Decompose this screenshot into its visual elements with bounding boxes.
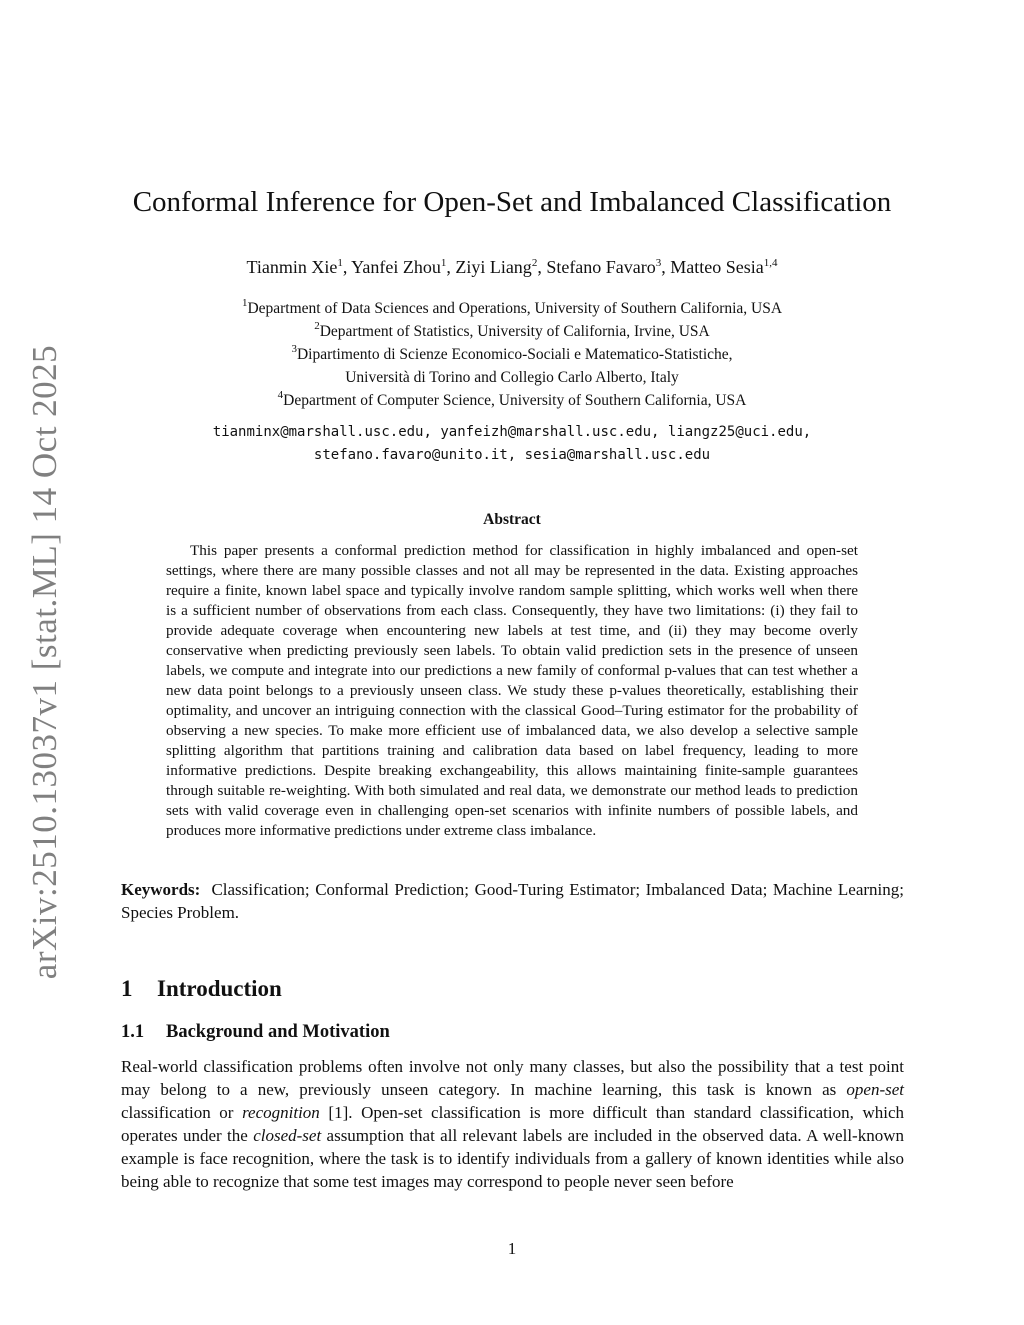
affiliation-mark: 4 — [277, 389, 284, 401]
subsection-number: 1.1 — [121, 1022, 145, 1042]
author-affiliation-mark: 1 — [440, 257, 447, 269]
author-separator: , — [446, 257, 456, 277]
section-title: Introduction — [157, 976, 282, 1001]
author-list — [0, 255, 1024, 279]
affiliation-item-continuation: Università di Torino and Collegio Carlo Alberto, Italy — [345, 369, 679, 386]
section-number: 1 — [121, 976, 133, 1001]
intro-emphasis: recognition — [242, 1103, 320, 1122]
affiliation-mark: 1 — [241, 297, 248, 309]
keywords-block — [121, 878, 904, 924]
email-list — [0, 421, 1024, 467]
abstract-text: This paper presents a conformal prediction method for classification in highly imbalanced and open-set settings, where there are many possible classes and not all may be represented in the data. Existing approaches require a finite, known label space and typically involve random sample splitting, which works well when there is a sufficient number of observations from each class. Consequently, they have two limitations: (i) they fail to provide adequate coverage when encountering new labels at test time, and (ii) they may become overly conservative when predicting previously seen labels. To obtain valid prediction sets in the presence of unseen labels, we compute and integrate into our predictions a new family of conformal p-values that can test whether a new data point belongs to a previously unseen class. We study these p-values theoretically, establishing their optimality, and uncover an intriguing connection with the classical Good–Turing estimator for the probability of observing a new species. To make more efficient use of imbalanced data, we also develop a selective sample splitting algorithm that partitions training and calibration data based on label frequency, leading to more informative predictions. Despite breaking exchangeability, this allows maintaining finite-sample guarantees through suitable re-weighting. With both simulated and real data, we demonstrate our method leads to prediction sets with valid coverage even in challenging open-set scenarios with infinite numbers of possible labels, and produces more informative predictions under extreme class imbalance. — [166, 542, 858, 839]
email-line: stefano.favaro@unito.it, sesia@marshall.usc.edu — [313, 447, 711, 463]
subsection-heading — [121, 1020, 390, 1044]
author-affiliation-mark: 1 — [337, 257, 343, 269]
author-name: Ziyi Liang — [455, 257, 532, 277]
intro-text: [1]. Open-set classification is more difficult than standard classification, which operates under the — [121, 1103, 904, 1145]
affiliation-text: Department of Statistics, University of California, Irvine, USA — [319, 323, 710, 340]
affiliation-text: Dipartimento di Scienze Economico-Sociali e Matematico-Statistiche, — [296, 346, 733, 363]
arxiv-identifier-stamp: arXiv:2510.13037v1 [stat.ML] 14 Oct 2025 — [25, 344, 64, 980]
author-name: Tianmin Xie — [246, 257, 338, 277]
intro-emphasis: open-set — [846, 1080, 904, 1099]
keywords-label: Keywords: — [121, 880, 201, 899]
email-line: tianminx@marshall.usc.edu, yanfeizh@marshall.usc.edu, liangz25@uci.edu, — [212, 424, 812, 440]
affiliation-item — [0, 320, 1024, 343]
author-name: Matteo Sesia — [670, 257, 764, 277]
intro-emphasis: closed-set — [253, 1126, 322, 1145]
affiliation-text: Department of Computer Science, University of Southern California, USA — [283, 392, 747, 409]
subsection-title: Background and Motivation — [166, 1022, 390, 1042]
section-heading — [121, 974, 282, 1004]
author-affiliation-mark: 3 — [655, 257, 662, 269]
author-separator: , — [537, 257, 547, 277]
affiliation-mark: 3 — [291, 343, 297, 355]
keywords-text: Classification; Conformal Prediction; Good-Turing Estimator; Imbalanced Data; Machine Learning; Species Problem. — [121, 880, 904, 922]
affiliation-text: Department of Data Sciences and Operations, University of Southern California, USA — [247, 300, 783, 317]
abstract-heading: Abstract — [483, 511, 541, 528]
author-name: Stefano Favaro — [546, 257, 656, 277]
page-number: 1 — [507, 1239, 517, 1258]
affiliation-list — [0, 297, 1024, 412]
affiliation-item — [0, 389, 1024, 412]
paper-title: Conformal Inference for Open-Set and Imbalanced Classification — [132, 186, 892, 218]
author-affiliation-mark: 2 — [531, 257, 538, 269]
author-separator: , — [661, 257, 671, 277]
intro-text: assumption that all relevant labels are included in the observed data. A well-known example is face recognition, where the task is to identify individuals from a gallery of known identities while also being able to recognize that some test images may correspond to people never seen before — [121, 1126, 904, 1191]
intro-paragraph — [121, 1055, 904, 1193]
affiliation-item — [0, 297, 1024, 320]
author-name: Yanfei Zhou — [351, 257, 441, 277]
author-affiliation-mark: 1,4 — [763, 257, 778, 269]
affiliation-mark: 2 — [314, 320, 320, 332]
author-separator: , — [342, 257, 352, 277]
intro-text: Real-world classification problems often involve not only many classes, but also the possibility that a test point may belong to a new, previously unseen category. In machine learning, this task is known as — [121, 1057, 904, 1099]
affiliation-item — [0, 343, 1024, 366]
intro-text: classification or — [121, 1103, 243, 1122]
